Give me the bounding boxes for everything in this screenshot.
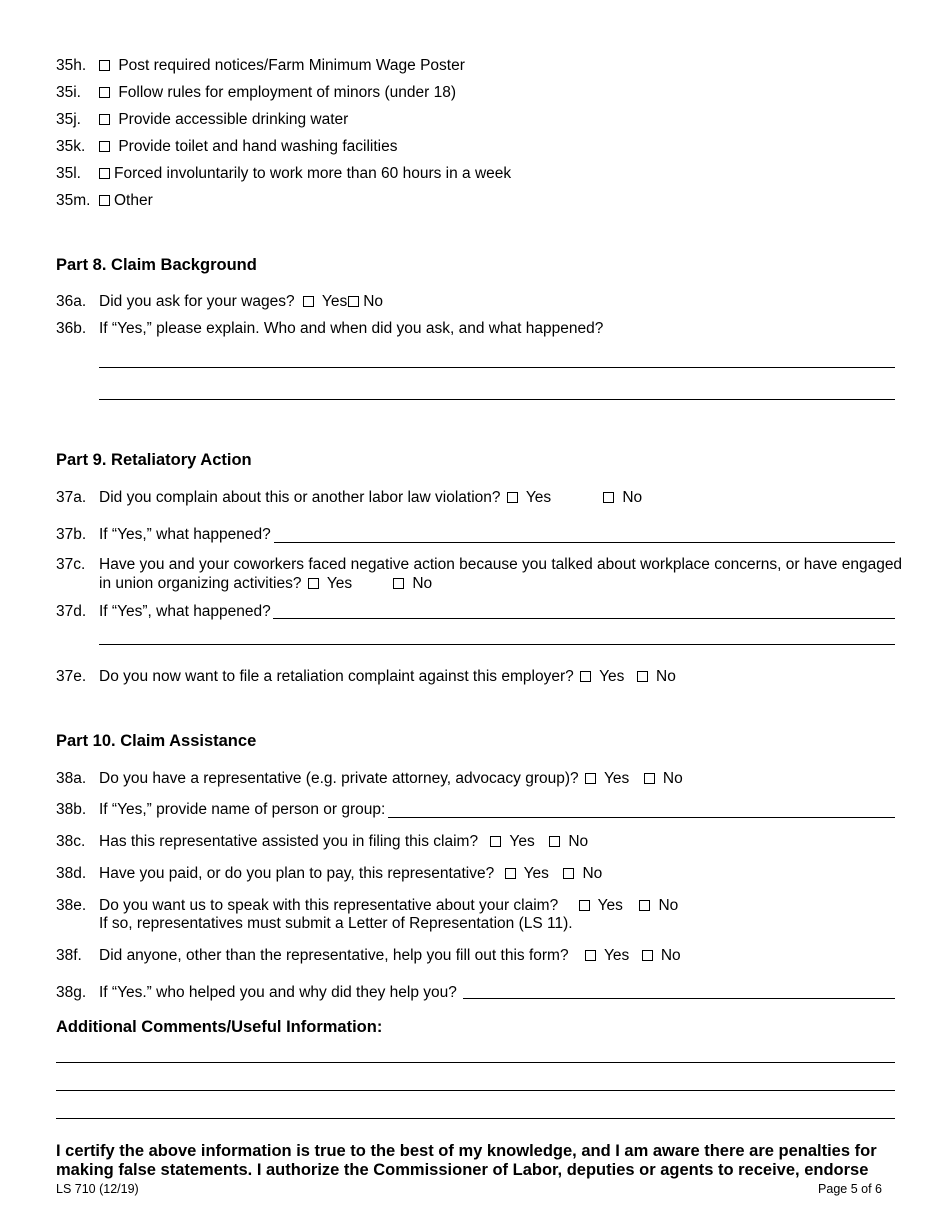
q37b-answer-line[interactable] bbox=[274, 542, 895, 543]
item-number: 35i. bbox=[56, 84, 81, 101]
q37a-yes-checkbox[interactable] bbox=[507, 492, 518, 503]
checkbox[interactable] bbox=[99, 141, 110, 152]
q36b-answer-line[interactable] bbox=[99, 399, 895, 400]
q37e-yes-checkbox[interactable] bbox=[580, 671, 591, 682]
q37b-number: 37b. bbox=[56, 526, 87, 543]
checkbox[interactable] bbox=[99, 60, 110, 71]
q38a-no-checkbox[interactable] bbox=[644, 773, 655, 784]
q38b-answer-line[interactable] bbox=[388, 817, 895, 818]
q38a-yes-checkbox[interactable] bbox=[585, 773, 596, 784]
q37a-no-checkbox[interactable] bbox=[603, 492, 614, 503]
q38f-number: 38f. bbox=[56, 947, 82, 964]
q38e-number: 38e. bbox=[56, 897, 87, 914]
q38c-number: 38c. bbox=[56, 833, 86, 850]
q38c: Has this representative assisted you in filing this claim? Yes No bbox=[99, 833, 589, 850]
checkbox[interactable] bbox=[99, 114, 110, 125]
item-number: 35j. bbox=[56, 111, 81, 128]
q36a-no-checkbox[interactable] bbox=[348, 296, 359, 307]
comments-line[interactable] bbox=[56, 1062, 895, 1063]
checkbox[interactable] bbox=[99, 168, 110, 179]
q38f-yes-checkbox[interactable] bbox=[585, 950, 596, 961]
item-label: Forced involuntarily to work more than 60 hours in a week bbox=[114, 165, 512, 182]
q38d-no-checkbox[interactable] bbox=[563, 868, 574, 879]
q38f: Did anyone, other than the representative, help you fill out this form? Yes No bbox=[99, 947, 681, 964]
q38c-no-checkbox[interactable] bbox=[549, 836, 560, 847]
item-number: 35k. bbox=[56, 138, 86, 155]
certification-line-2: making false statements. I authorize the Commissioner of Labor, deputies or agents to receive, endorse bbox=[56, 1161, 869, 1179]
q36b-answer-line[interactable] bbox=[99, 367, 895, 368]
part8-heading: Part 8. Claim Background bbox=[56, 256, 257, 274]
comments-line[interactable] bbox=[56, 1090, 895, 1091]
comments-line[interactable] bbox=[56, 1118, 895, 1119]
q37d-text: If “Yes”, what happened? bbox=[99, 603, 271, 620]
q38e: Do you want us to speak with this representative about your claim? Yes No bbox=[99, 897, 679, 914]
q38a: Do you have a representative (e.g. private attorney, advocacy group)? Yes No bbox=[99, 770, 683, 787]
q37c-no-checkbox[interactable] bbox=[393, 578, 404, 589]
q37b-text: If “Yes,” what happened? bbox=[99, 526, 271, 543]
part10-heading: Part 10. Claim Assistance bbox=[56, 732, 257, 750]
item-label: Provide accessible drinking water bbox=[118, 111, 349, 128]
q38d-yes-checkbox[interactable] bbox=[505, 868, 516, 879]
q38e-no-checkbox[interactable] bbox=[639, 900, 650, 911]
q36a-number: 36a. bbox=[56, 293, 87, 310]
q38a-number: 38a. bbox=[56, 770, 87, 787]
certification-line-1: I certify the above information is true to the best of my knowledge, and I am aware there are penalties for bbox=[56, 1142, 877, 1160]
checkbox[interactable] bbox=[99, 87, 110, 98]
form-id: LS 710 (12/19) bbox=[56, 1182, 145, 1196]
part9-heading: Part 9. Retaliatory Action bbox=[56, 451, 252, 469]
item-label: Post required notices/Farm Minimum Wage Poster bbox=[118, 57, 465, 74]
q38c-yes-checkbox[interactable] bbox=[490, 836, 501, 847]
q38g-answer-line[interactable] bbox=[463, 998, 895, 999]
q37d-answer-line[interactable] bbox=[273, 618, 895, 619]
q37a-number: 37a. bbox=[56, 489, 87, 506]
q38f-no-checkbox[interactable] bbox=[642, 950, 653, 961]
q37c-no: No bbox=[393, 575, 432, 593]
item-number: 35m. bbox=[56, 192, 91, 209]
q38e-note: If so, representatives must submit a Letter of Representation (LS 11). bbox=[99, 915, 573, 932]
q37a-no: No bbox=[603, 489, 642, 507]
q38d-number: 38d. bbox=[56, 865, 87, 882]
q38d: Have you paid, or do you plan to pay, this representative? Yes No bbox=[99, 865, 603, 882]
item-number: 35h. bbox=[56, 57, 87, 74]
q36a: Did you ask for your wages? Yes No bbox=[99, 293, 384, 310]
q38g-number: 38g. bbox=[56, 984, 87, 1001]
q36b-number: 36b. bbox=[56, 320, 87, 337]
q37c-number: 37c. bbox=[56, 556, 86, 573]
item-label: Follow rules for employment of minors (under 18) bbox=[118, 84, 456, 101]
q38g-text: If “Yes.” who helped you and why did they help you? bbox=[99, 984, 457, 1001]
item-label: Provide toilet and hand washing facilities bbox=[118, 138, 398, 155]
page-number: Page 5 of 6 bbox=[812, 1182, 882, 1196]
q37d-answer-line[interactable] bbox=[99, 644, 895, 645]
comments-heading: Additional Comments/Useful Information: bbox=[56, 1018, 383, 1036]
q37e-no-checkbox[interactable] bbox=[637, 671, 648, 682]
q38b-number: 38b. bbox=[56, 801, 87, 818]
q37e-number: 37e. bbox=[56, 668, 87, 685]
q37c-text: Have you and your coworkers faced negative action because you talked about workplace concerns, or have engaged bbox=[99, 556, 903, 573]
q37a: Did you complain about this or another labor law violation? Yes bbox=[99, 489, 552, 506]
q38b-text: If “Yes,” provide name of person or group: bbox=[99, 801, 386, 818]
q37e: Do you now want to file a retaliation complaint against this employer? Yes No bbox=[99, 668, 676, 685]
q36b-text: If “Yes,” please explain. Who and when did you ask, and what happened? bbox=[99, 320, 604, 337]
q37c-line2: in union organizing activities? Yes bbox=[99, 575, 353, 592]
q37c-yes-checkbox[interactable] bbox=[308, 578, 319, 589]
q37d-number: 37d. bbox=[56, 603, 87, 620]
checkbox[interactable] bbox=[99, 195, 110, 206]
item-label: Other bbox=[114, 192, 153, 209]
item-number: 35l. bbox=[56, 165, 81, 182]
q38e-yes-checkbox[interactable] bbox=[579, 900, 590, 911]
q36a-yes-checkbox[interactable] bbox=[303, 296, 314, 307]
